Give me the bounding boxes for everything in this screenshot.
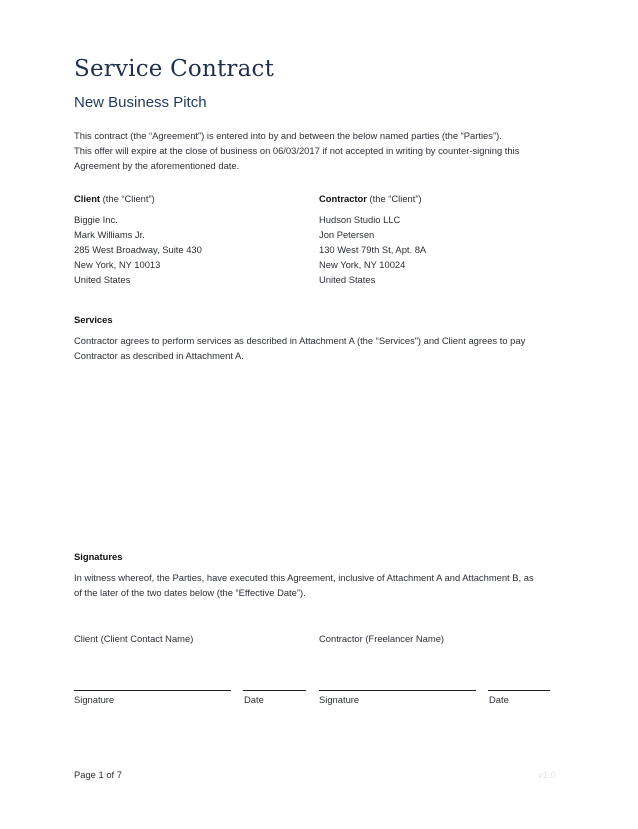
services-line: Contractor agrees to perform services as described in Attachment A (the “Services”) and Client agrees to pay xyxy=(74,335,526,346)
intro-line: This contract (the “Agreement”) is entered into by and between the below named parties (the “Parties”). xyxy=(74,130,502,141)
client-date-label: Date xyxy=(244,694,264,705)
client-heading xyxy=(74,191,202,206)
contractor-date-label: Date xyxy=(489,694,509,705)
contractor-signature-line[interactable] xyxy=(319,690,476,691)
contractor-date-line[interactable] xyxy=(488,690,550,691)
signatures-line: In witness whereof, the Parties, have executed this Agreement, inclusive of Attachment A and Attachment B, as xyxy=(74,572,534,583)
contractor-party-block xyxy=(319,191,426,287)
document-subtitle: New Business Pitch xyxy=(74,94,207,111)
signatures-paragraph xyxy=(74,570,564,600)
client-signature-line[interactable] xyxy=(74,690,231,691)
client-label-suffix: (the “Client”) xyxy=(100,193,155,204)
client-signature-label: Signature xyxy=(74,694,115,705)
contractor-label-suffix: (the “Client”) xyxy=(366,193,422,204)
contractor-signer-name: Contractor (Freelancer Name) xyxy=(319,633,445,644)
client-city: New York, NY 10013 xyxy=(74,259,161,270)
contractor-label: Contractor xyxy=(319,193,367,204)
services-paragraph xyxy=(74,333,564,363)
signatures-heading: Signatures xyxy=(74,551,123,562)
intro-paragraph xyxy=(74,128,564,173)
services-heading: Services xyxy=(74,314,113,325)
services-line: Contractor as described in Attachment A. xyxy=(74,350,244,361)
client-company: Biggie Inc. xyxy=(74,214,118,225)
page-number: Page 1 of 7 xyxy=(74,769,122,780)
client-country: United States xyxy=(74,274,131,285)
contractor-company: Hudson Studio LLC xyxy=(319,214,401,225)
client-label: Client xyxy=(74,193,101,204)
contractor-heading xyxy=(319,191,426,206)
contractor-city: New York, NY 10024 xyxy=(319,259,406,270)
intro-line: Agreement by the aforementioned date. xyxy=(74,160,240,171)
contractor-street: 130 West 79th St, Apt. 8A xyxy=(319,244,427,255)
client-date-line[interactable] xyxy=(243,690,306,691)
client-street: 285 West Broadway, Suite 430 xyxy=(74,244,202,255)
client-contact: Mark Williams Jr. xyxy=(74,229,145,240)
document-title: Service Contract xyxy=(74,56,275,82)
client-signer-name: Client (Client Contact Name) xyxy=(74,633,194,644)
version-label: v1.0 xyxy=(538,769,556,780)
contractor-country: United States xyxy=(319,274,376,285)
contractor-signature-label: Signature xyxy=(319,694,360,705)
contractor-contact: Jon Petersen xyxy=(319,229,375,240)
intro-line: This offer will expire at the close of business on 06/03/2017 if not accepted in writing by counter-signing this xyxy=(74,145,520,156)
client-party-block xyxy=(74,191,202,287)
signatures-line: of the later of the two dates below (the “Effective Date”). xyxy=(74,587,306,598)
